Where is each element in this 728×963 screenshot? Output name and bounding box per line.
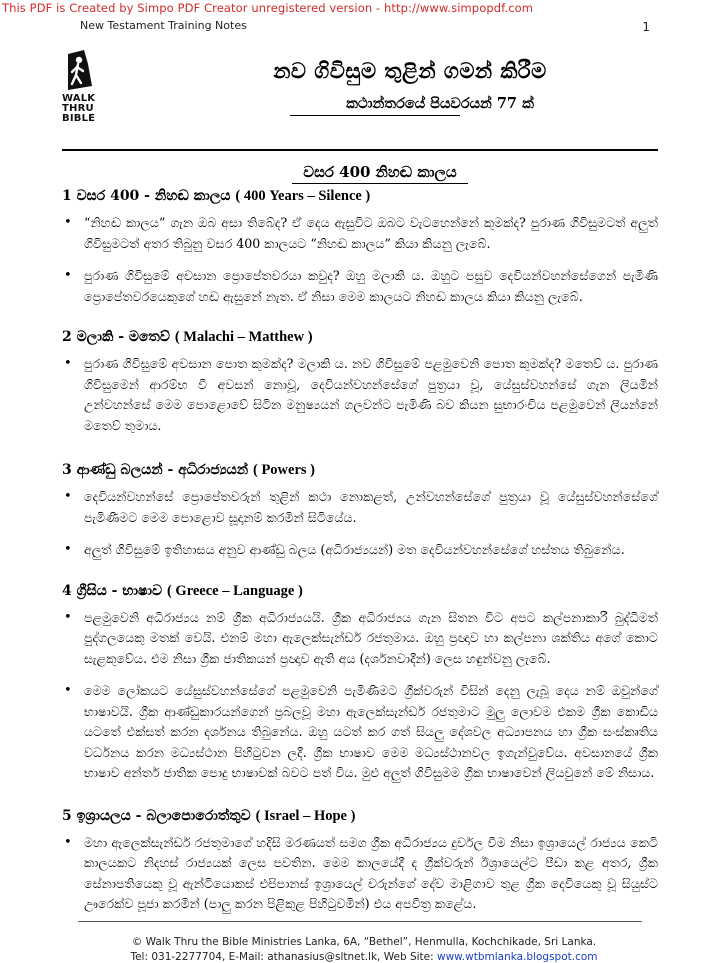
bullet-item: • අලුත් ගිවිසුමේ ඉතිහාසය අනුව ආණ්ඩු බලය (අධිරාජ්‍යයන්) මත දෙවියන්වහන්සේගේ හස්තය තිබුනේය. [62,540,658,561]
bullet-item: • පුරාණ ගිවිසුමේ අවසාන ප්‍රොපේතවරයා කවුද? ඔහු මලාකි ය. ඔහුට පසුව දෙවියන්වහන්සේගෙන් පැමිණි ප්‍රොපේතවරයෙකුගේ හඬ ඇසුනේ නැත. ඒ නිසා මෙම කාලයට නිහඬ කාලය කියා කියනු ලැබේ. [62,266,658,307]
logo-word-bible: BIBLE [62,113,96,124]
footer-contact-text: Tel: 031-2277704, E-Mail: athanasius@sltnet.lk, Web Site: [130,951,437,963]
topic-heading-english: ( Israel – Hope ) [255,807,356,824]
topic-block-5 [62,808,658,915]
document-title: නව ගිවිසුම තුළින් ගමන් කිරීම [273,58,547,83]
logo-word-thru: THRU [62,103,94,114]
topic-block-3 [62,462,658,561]
bullet-item: • පළමුවෙනි අධිරාජ්‍යය නම් ග්‍රීක අධිරාජ්‍යයයි. ග්‍රීක අධිරාජ්‍යය ගැන සිතන විට අපට කල්පනාකාරී බුද්ධිමත් පුද්ගලයෙකු මතක් වෙයි. එනම් මහා ඇලෙක්සැන්ඩර් රජතුමාය. ඔහු ප්‍රඥාව හා කල්පනා ශක්තිය අගේ කොට සැළකුවේය. එම නිසා ග්‍රීක ජාතිකයන් ප්‍රඥාව ඇති අය (දර්ශනවාදීන්) ලෙස හඳුන්වනු ලැබේ. [62,608,658,670]
footer-website-link[interactable]: www.wtbmlanka.blogspot.com [437,951,598,963]
topic-heading-english: ( 400 Years – Silence ) [235,188,371,204]
topic-heading [62,188,658,205]
footer-divider [78,921,642,922]
topic-heading-sinhala: 4 ග්‍රීසිය - භාෂාව [62,582,163,599]
topic-bullet-list [62,608,658,784]
walking-figure-icon [68,50,102,90]
topic-bullet-list [62,354,658,436]
bullet-item: • මහා ඇලෙක්සැන්ඩර් රජතුමාගේ හදිසි මරණයත් සමග ග්‍රීක අධිරාජ්‍යය දුර්වල වීම නිසා ඉශ්‍රායෙල් රාජ්‍යය කෙටි කාලයකට නිදහස් රාජ්‍යයක් ලෙස පවතින. මෙම කාලයේදී ද ග්‍රීක්වරුන් ඊශ්‍රායෙල්ට පීඩා කළ අතර, ග්‍රීක සේනාපතියෙකු වූ ඇන්ටියොකස් එපිපානස් ඉශ්‍රායෙල් වරුන්ගේ දේව මාළිගාව තුළ ග්‍රීක දෙවියෙකු වූ සියුස්ට ඌරෙක්ව පූජා කරමින් (පාලු කරන පිළිකුළ පිහිටුවමින්) එය අපවිත්‍ර කළේය. [62,833,658,915]
walk-thru-bible-logo [62,50,114,148]
subtitle-underline [290,115,460,116]
bullet-item: • මෙම ලෝකයට යේසුස්වහන්සේගේ පළමුවෙනි පැමිණීමට ග්‍රීක්වරුන් විසින් දෙනු ලැබූ දෙය නම් ඔවුන්ගේ භාෂාවයි. ග්‍රීක ආණ්ඩුකාරයන්ගෙන් ප්‍රබලවූ මහා ඇලෙක්සැන්ඩර් රජතුමාට මුලු ලොවම එකම ග්‍රීක කොඩිය යටතේ එක්සත් කරන දර්ශනය තිබුනේය. ඔහු යටත් කර ගත් සියලු දේශවල අධ්‍යාපනය හා ග්‍රීක සංස්කෘතිය වර්ධනය කරන මධ්‍යස්ථාන පිහිටුවන ලදී. ග්‍රීක භාෂාව මෙම මධ්‍යස්ථානවල ඉගැන්වුවේය. අවසානයේ ග්‍රීක භාෂාව අන්තර් ජාතික පොදු භාෂාවක් බවට පත් විය. මුළු අලුත් ගිවිසුමම ග්‍රීක භාෂාවෙන් ලියවුනේ මේ නිසාය. [62,681,658,784]
topic-heading-english: ( Powers ) [252,462,315,478]
topic-heading-english: ( Malachi – Matthew ) [174,329,313,345]
topic-bullet-list [62,487,658,561]
topic-heading-sinhala: 2 මලාකි - මතෙව් [62,329,170,345]
bullet-item: • දෙවියන්වහන්සේ ප්‍රොපේතවරුන් තුළින් කථා නොකළත්, උන්වහන්සේගේ පුත්‍රයා වූ යේසුස්වහන්සේගේ පැමිණීමට මෙම පොළොව සූදානම් කරමින් සිටියේය. [62,487,658,528]
bullet-item: • පුරාණ ගිවිසුමේ අවසාන පොත කුමක්ද? මලාකි ය. නව ගිවිසුමේ පළමුවෙනි පොත කුමක්ද? මතෙව් ය. පුරාණ ගිවිසුමෙන් ආරම්භ වී අවසන් නොවූ, දෙවියන්වහන්සේගේ පුත්‍රයා වූ, යේසුස්වහන්සේ ගැන ලියමින් උන්වහන්සේ මෙම පොළොවේ සිටින මනුෂ්‍යයන් ගලවන්ට පැමිණි බව කියන සුභාරංචිය පළමුවෙන් ලියන්නේ මතෙව් තුමාය. [62,354,658,436]
bullet-item: • “නිහඬ කාලය” ගැන ඔබ අසා තිබේද? ඒ දෙය ඇසුවිට ඔබට වැටහෙන්නේ කුමක්ද? පුරාණ ගිවිසුමටත් අලුත් ගිවිසුමටත් අතර තිබුනු වසර 400 කාලයට “නිහඬ කාලය” කියා කියනු ලැබේ. [62,213,658,254]
section-title: වසර 400 නිහඬ කාලය [303,163,457,181]
running-header: New Testament Training Notes [80,19,247,32]
logo-word-walk: WALK [62,93,96,104]
topic-block-4 [62,583,658,784]
topic-heading-sinhala: 1 වසර 400 - නිහඬ කාලය [62,188,231,204]
topic-heading-sinhala: 3 ආණ්ඩු බලයන් - අධිරාජ්‍යයන් [62,462,249,478]
section-title-underline [292,183,468,184]
topics-content [62,186,658,915]
page-number: 1 [642,20,650,34]
topic-bullet-list [62,833,658,915]
topic-heading-english: ( Greece – Language ) [166,582,303,599]
footer-copyright: © Walk Thru the Bible Ministries Lanka, 6A, “Bethel”, Henmulla, Kochchikade, Sri Lanka. [131,936,597,948]
topic-heading [62,583,658,600]
topic-heading [62,329,658,346]
watermark-banner: This PDF is Created by Simpo PDF Creator unregistered version - http://www.simpopdf.com [2,1,534,15]
header-divider [62,149,658,151]
topic-block-1 [62,188,658,307]
topic-heading [62,808,658,825]
topic-bullet-list [62,213,658,307]
topic-heading [62,462,658,479]
topic-block-2 [62,329,658,436]
footer-contact [0,951,728,963]
topic-heading-sinhala: 5 ඉශ්‍රායලය - බලාපොරොත්තුව [62,807,251,824]
document-subtitle: කථාන්තරයේ පියවරයන් 77 ක් [346,95,534,112]
